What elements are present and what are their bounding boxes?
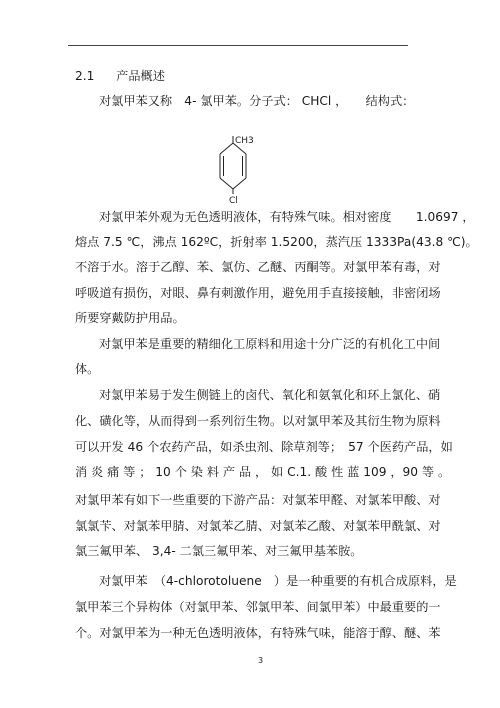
p3-line-2: 化、磺化等，从而得到一系列衍生物。以对氯甲苯及其衍生物为原料 <box>75 414 441 428</box>
section-number: 2.1 <box>75 69 95 83</box>
header-rule <box>68 45 408 46</box>
p1-line-4: 呼吸道有损伤，对眼、鼻有刺激作用，避免用手直接接触，非密闭场 <box>75 286 441 300</box>
p1-line-1: 对氯甲苯外观为无色透明液体，有特殊气味。相对密度 1.0697 ， <box>99 210 475 224</box>
p2-line-1: 对氯甲苯是重要的精细化工原料和用途十分广泛的有机化工中间 <box>99 337 441 351</box>
p3-line-7: 氯三氟甲苯、 3,4- 二氯三氟甲苯、对三氟甲基苯胺。 <box>75 544 363 558</box>
p4-line-1: 对氯甲苯 （4-chlorotoluene ）是一种重要的有机合成原料，是 <box>99 574 457 588</box>
page-number: 3 <box>258 656 264 665</box>
p1-line-5: 所要穿戴防护用品。 <box>75 311 185 325</box>
chloro-label: Cl <box>229 196 238 206</box>
section-title: 产品概述 <box>116 69 165 83</box>
p3-line-1: 对氯甲苯易于发生侧链上的卤代、氧化和氨氧化和环上氯化、硝 <box>99 388 441 402</box>
structural-formula <box>215 132 285 208</box>
methyl-label: CH3 <box>235 136 254 146</box>
p3-line-3: 可以开发 46 个农药产品，如杀虫剂、除草剂等； 57 个医药产品，如 <box>75 440 453 454</box>
section-heading <box>75 69 165 83</box>
p2-line-2: 体。 <box>75 362 100 376</box>
p3-line-4: 消 炎 痛 等 ； 10 个 染 料 产 品 ， 如 C.1. 酸 性 蓝 109 ，90 等 。 <box>75 465 451 479</box>
p4-line-2: 氯甲苯三个异构体（对氯甲苯、邻氯甲苯、间氯甲苯）中最重要的一 <box>75 600 441 614</box>
p3-line-5: 对氯甲苯有如下一些重要的下游产品：对氯苯甲醛、对氯苯甲酸、对 <box>75 493 441 507</box>
intro-line: 对氯甲苯又称 4- 氯甲苯。分子式： CHCl ， 结构式： <box>99 94 415 108</box>
p4-line-3: 个。对氯甲苯为一种无色透明液体，有特殊气味，能溶于醇、醚、苯 <box>75 626 441 640</box>
p3-line-6: 氯氯苄、对氯苯甲腈、对氯苯乙腈、对氯苯乙酸、对氯苯甲酰氯、对 <box>75 519 441 533</box>
p1-line-2: 熔点 7.5 ℃，沸点 162ºC，折射率 1.5200，蒸汽压 1333Pa(43.8 ℃)。 <box>75 235 478 249</box>
p1-line-3: 不溶于水。溶于乙醇、苯、氯仿、乙醚、丙酮等。对氯甲苯有毒，对 <box>75 260 441 274</box>
